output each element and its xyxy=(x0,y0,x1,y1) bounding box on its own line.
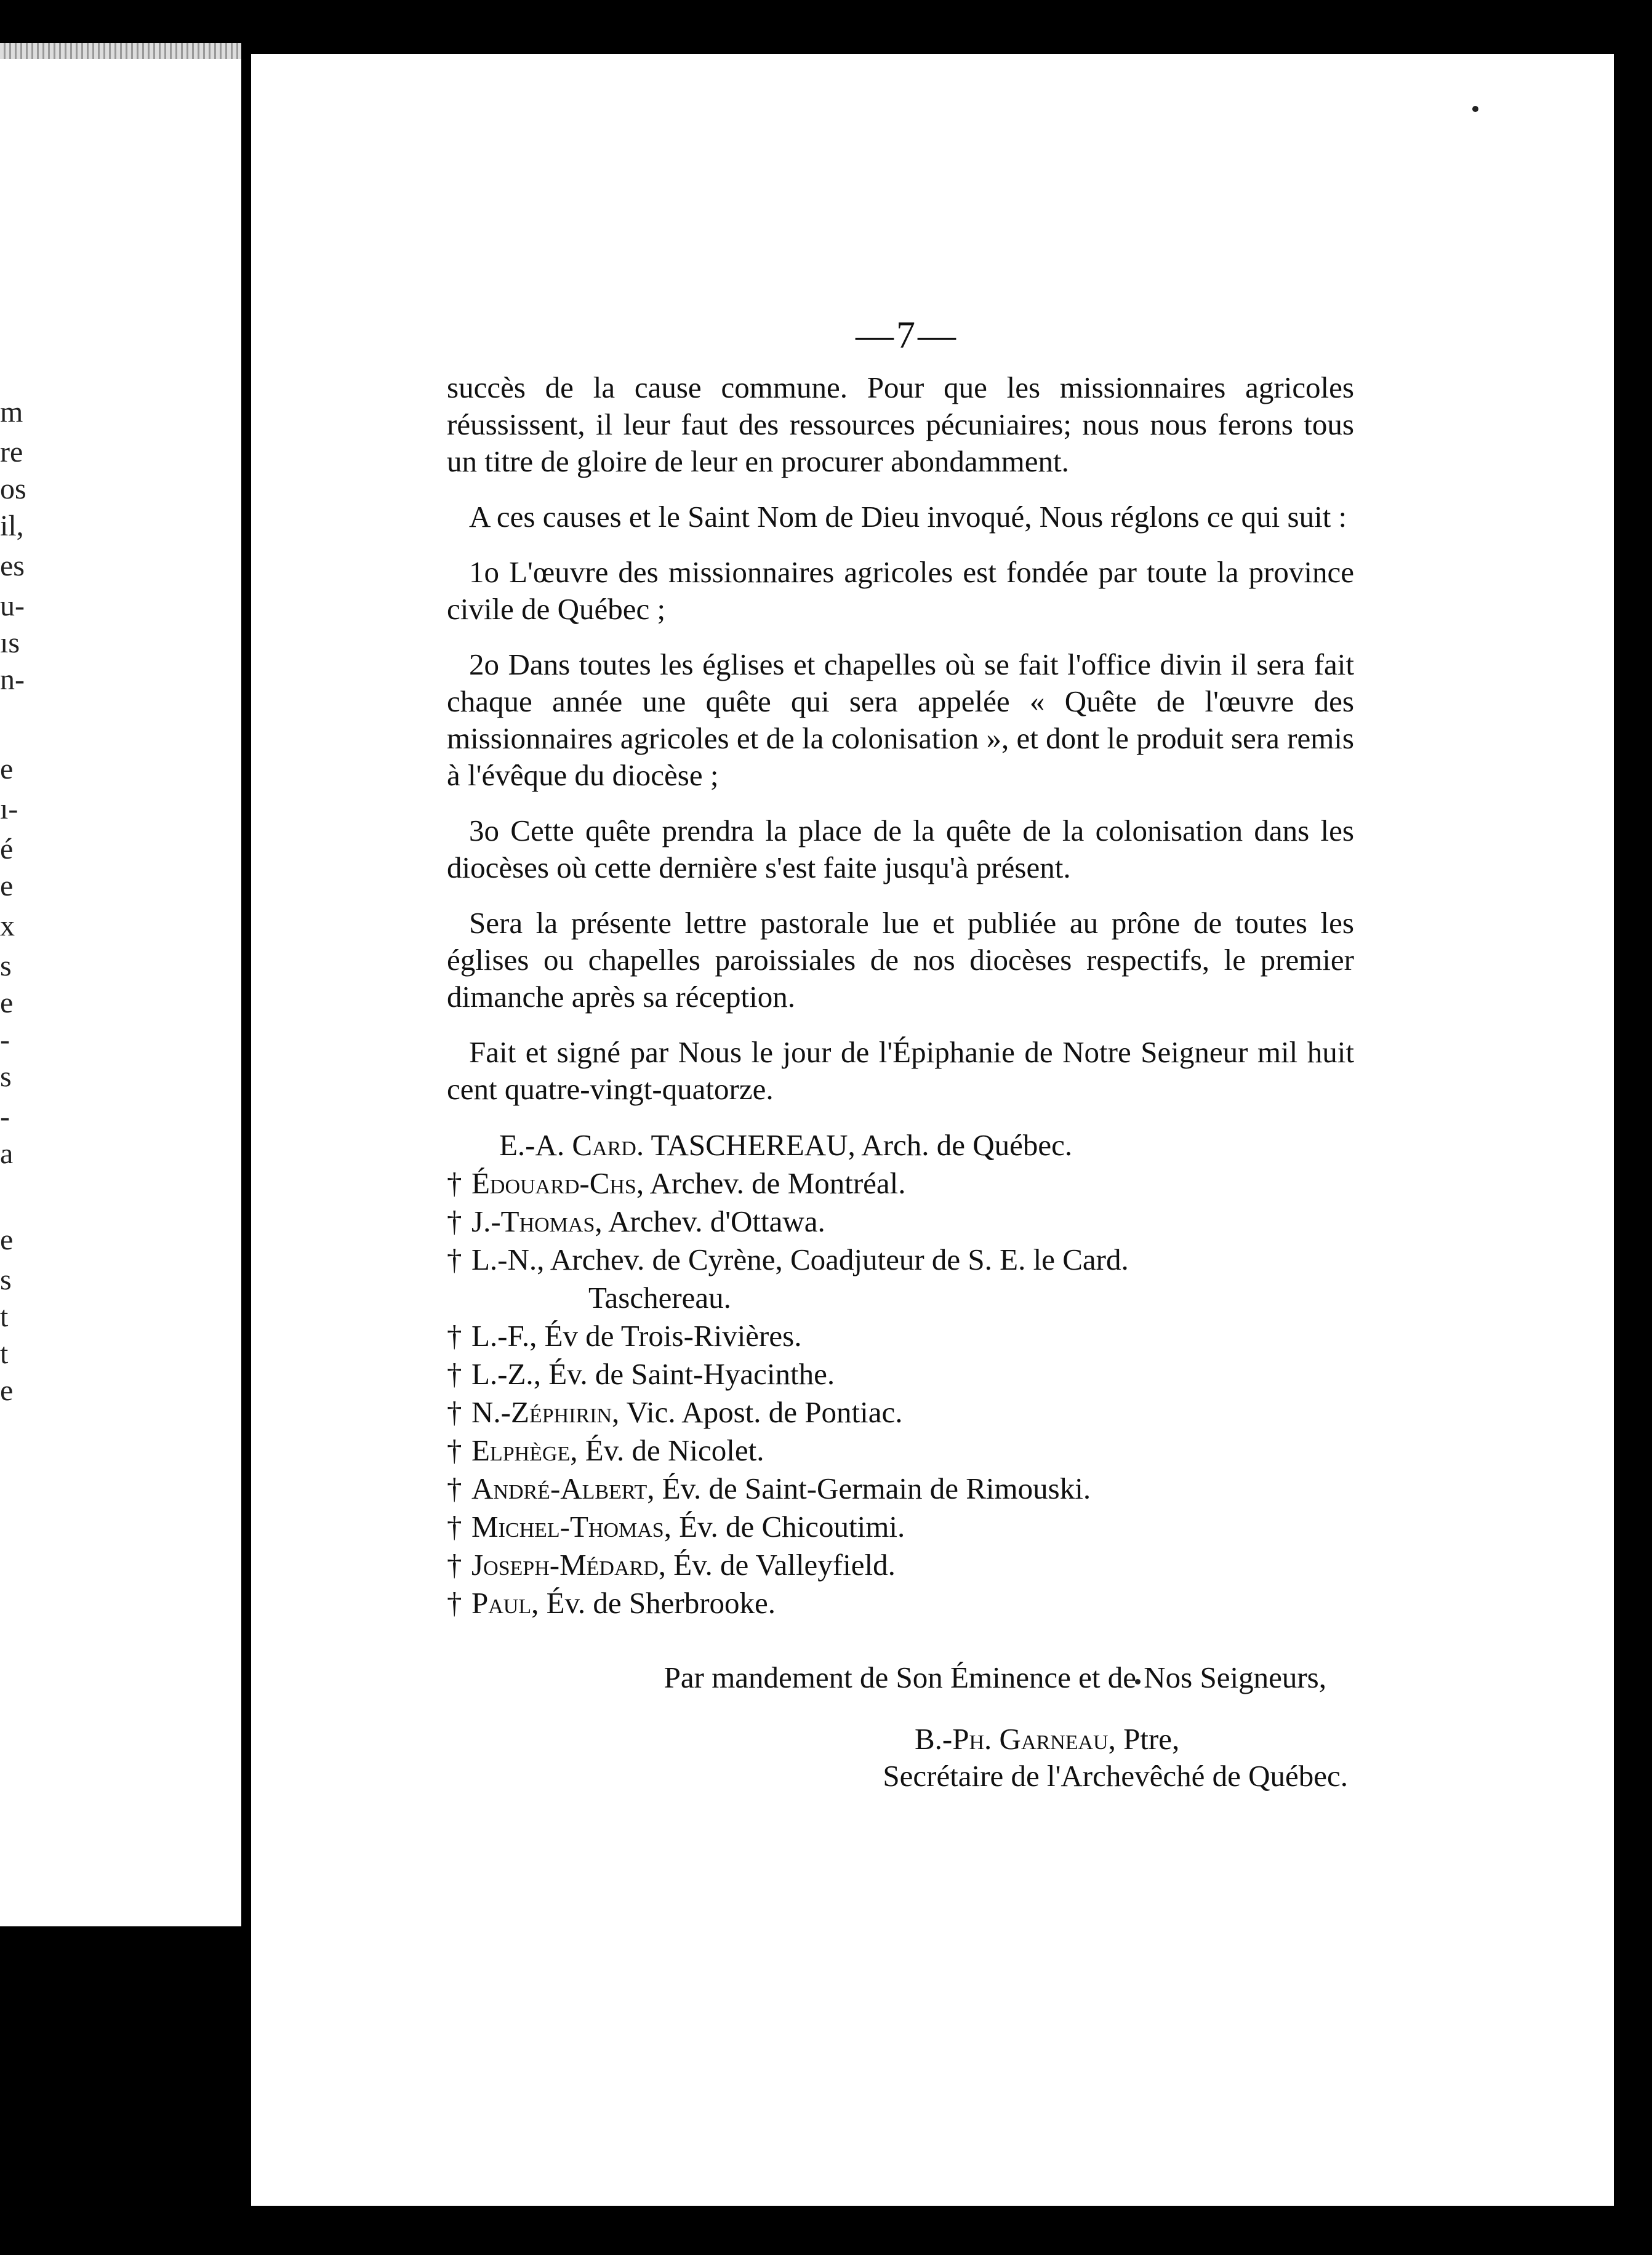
left-fragment-text: e xyxy=(0,753,14,785)
cross-icon: † xyxy=(447,1204,462,1238)
cross-icon: † xyxy=(447,1472,462,1505)
signatory-name: J.-Thomas xyxy=(471,1204,595,1238)
paragraph: 1o L'œuvre des missionnaires agricoles est fondée par toute la province civile de Québec ; xyxy=(447,555,1354,626)
left-fragment-text: s xyxy=(0,1264,12,1296)
left-fragment-text: é xyxy=(0,833,14,865)
cross-icon: † xyxy=(447,1433,462,1467)
signatory: † L.-F., Év de Trois-Rivières. xyxy=(447,1317,1354,1355)
left-fragment-text: u- xyxy=(0,590,25,622)
left-fragment-text: m xyxy=(0,396,23,428)
cross-icon: † xyxy=(447,1586,462,1620)
signatory-name: Elphège xyxy=(471,1433,571,1467)
paragraph: 2o Dans toutes les églises et chapelles où se fait l'office divin il sera fait chaque année une quête qui sera appelée « Quête de l'œuvre des missionnaires agricoles et de la colonisation », et dont le produit sera remis à l'évêque du diocèse ; xyxy=(447,647,1354,792)
signatory-name: Paul xyxy=(471,1586,532,1620)
signatory: † J.-Thomas, Archev. d'Ottawa. xyxy=(447,1203,1354,1241)
signatory: † André-Albert, Év. de Saint-Germain de Rimouski. xyxy=(447,1470,1354,1508)
paragraph: succès de la cause commune. Pour que les missionnaires agricoles réussissent, il leur faut des ressources pécuniaires; nous nous ferons tous un titre de gloire de leur en procurer abondamment. xyxy=(447,370,1354,478)
signatory-name: André-Albert xyxy=(471,1472,648,1505)
left-fragment-text: e xyxy=(0,870,14,902)
paragraph: 3o Cette quête prendra la place de la quête de la colonisation dans les diocèses où cette dernière s'est faite jusqu'à présent. xyxy=(447,814,1354,884)
left-fragment-text: e xyxy=(0,987,14,1019)
signatory-name: L.-N. xyxy=(471,1243,537,1276)
signatory-name: Michel-Thomas xyxy=(471,1510,664,1544)
left-fragment-text: ı- xyxy=(0,793,18,825)
cross-icon: † xyxy=(447,1166,462,1200)
signatory-name: Joseph-Médard xyxy=(471,1548,659,1582)
left-fragment-text: t xyxy=(0,1337,9,1370)
cross-icon: † xyxy=(447,1319,462,1353)
mandement-line: Par mandement de Son Éminence et de Nos Seigneurs, xyxy=(664,1660,1326,1694)
signatory: † Michel-Thomas, Év. de Chicoutimi. xyxy=(447,1508,1354,1546)
secretary-position: Secrétaire de l'Archevêché de Québec. xyxy=(883,1759,1348,1793)
left-fragment-text: s xyxy=(0,1060,12,1093)
signatory: † Joseph-Médard, Év. de Valleyfield. xyxy=(447,1546,1354,1584)
left-fragment-text: a xyxy=(0,1137,14,1170)
left-fragment-text: e xyxy=(0,1224,14,1256)
cross-icon: † xyxy=(447,1548,462,1582)
left-fragment-text: re xyxy=(0,436,23,468)
signatory-name: E.-A. Card. xyxy=(499,1128,644,1162)
signatory: E.-A. Card. TASCHEREAU, Arch. de Québec. xyxy=(499,1128,1073,1162)
signatory-name: L.-F. xyxy=(471,1319,530,1353)
left-fragment-text: x xyxy=(0,910,15,942)
document-body xyxy=(447,369,1354,1795)
page-number: —7— xyxy=(856,314,958,356)
cross-icon: † xyxy=(447,1243,462,1276)
left-fragment-text: il, xyxy=(0,510,24,542)
left-fragment-text: n- xyxy=(0,663,25,696)
left-fragment-text: - xyxy=(0,1100,10,1133)
paragraph: Sera la présente lettre pastorale lue et publiée au prône de toutes les églises ou chapelles paroissiales de nos diocèses respectifs, le premier dimanche après sa réception. xyxy=(447,906,1354,1014)
signatory-name: N.-Zéphirin xyxy=(471,1395,612,1429)
left-fragment-text: es xyxy=(0,550,25,582)
signatory: † L.-Z., Év. de Saint-Hyacinthe. xyxy=(447,1355,1354,1393)
left-fragment-text: t xyxy=(0,1300,9,1333)
left-fragment-text: os xyxy=(0,473,26,505)
cross-icon: † xyxy=(447,1510,462,1544)
signatory: † Paul, Év. de Sherbrooke. xyxy=(447,1584,1354,1622)
cross-icon: † xyxy=(447,1357,462,1391)
signatory: † N.-Zéphirin, Vic. Apost. de Pontiac. xyxy=(447,1393,1354,1432)
cross-icon: † xyxy=(447,1395,462,1429)
left-fragment-text: s xyxy=(0,950,12,982)
signatory: † Elphège, Év. de Nicolet. xyxy=(447,1432,1354,1470)
signatory: † L.-N., Archev. de Cyrène, Coadjuteur de S. E. le Card. xyxy=(447,1241,1354,1279)
ink-speck xyxy=(1472,106,1478,112)
signatories-list xyxy=(447,1126,1354,1622)
left-fragment-text: e xyxy=(0,1374,14,1407)
paragraph: A ces causes et le Saint Nom de Dieu invoqué, Nous réglons ce qui suit : xyxy=(469,500,1347,534)
secretary-name: B.-Ph. Garneau xyxy=(915,1722,1109,1756)
paragraph: Fait et signé par Nous le jour de l'Épiphanie de Notre Seigneur mil huit cent quatre-vingt-quatorze. xyxy=(447,1035,1354,1106)
signatory-name: L.-Z. xyxy=(471,1357,534,1391)
signatory-name: Édouard-Chs xyxy=(471,1166,636,1200)
secretary-signature: B.-Ph. Garneau, Ptre, xyxy=(915,1722,1180,1756)
left-fragment-text: - xyxy=(0,1023,10,1056)
signatory: † Édouard-Chs, Archev. de Montréal. xyxy=(447,1164,1354,1203)
left-fragment-text: ıs xyxy=(0,627,20,659)
left-page-edge xyxy=(0,43,241,59)
signatory-continuation: Taschereau. xyxy=(588,1281,731,1315)
